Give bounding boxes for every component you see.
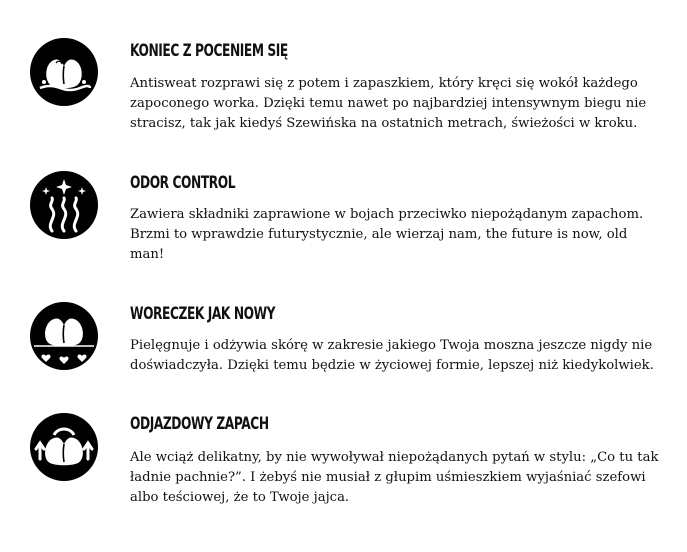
sack-with-hearts-icon: [30, 302, 98, 370]
feature-title: KONIEC Z POCENIEM SIĘ: [130, 41, 288, 61]
feature-title: WORECZEK JAK NOWY: [130, 304, 276, 324]
sack-with-arrows-icon: [30, 413, 98, 481]
feature-title: ODOR CONTROL: [130, 173, 236, 193]
feature-description: Zawiera składniki zaprawione w bojach przeciwko niepożądanym zapachom. Brzmi to wprawdzie futurystycznie, ale wierzaj nam, the future is now, old man!: [130, 207, 644, 262]
sparkle-odor-waves-icon: [30, 171, 98, 239]
feature-description: Pielęgnuje i odżywia skórę w zakresie jakiego Twoja moszna jeszcze nigdy nie doświadczyła. Dzięki temu będzie w życiowej formie, lepszej niż kiedykolwiek.: [130, 338, 654, 373]
feature-description: Ale wciąż delikatny, by nie wywoływał niepożądanych pytań w stylu: „Co tu tak ładnie pachnie?”. I żebyś nie musiał z głupim uśmieszkiem wyjaśniać szefowi albo teściowej, że to Twoje jajca.: [130, 450, 659, 505]
feature-title: ODJAZDOWY ZAPACH: [130, 414, 269, 434]
feature-description: Antisweat rozprawi się z potem i zapaszkiem, który kręci się wokół każdego zapoconego worka. Dzięki temu nawet po najbardziej intensywnym biegu nie stracisz, tak jak kiedyś Szewińska na ostatnich metrach, świeżości w kroku.: [130, 76, 647, 131]
dry-sack-icon: [30, 38, 98, 106]
